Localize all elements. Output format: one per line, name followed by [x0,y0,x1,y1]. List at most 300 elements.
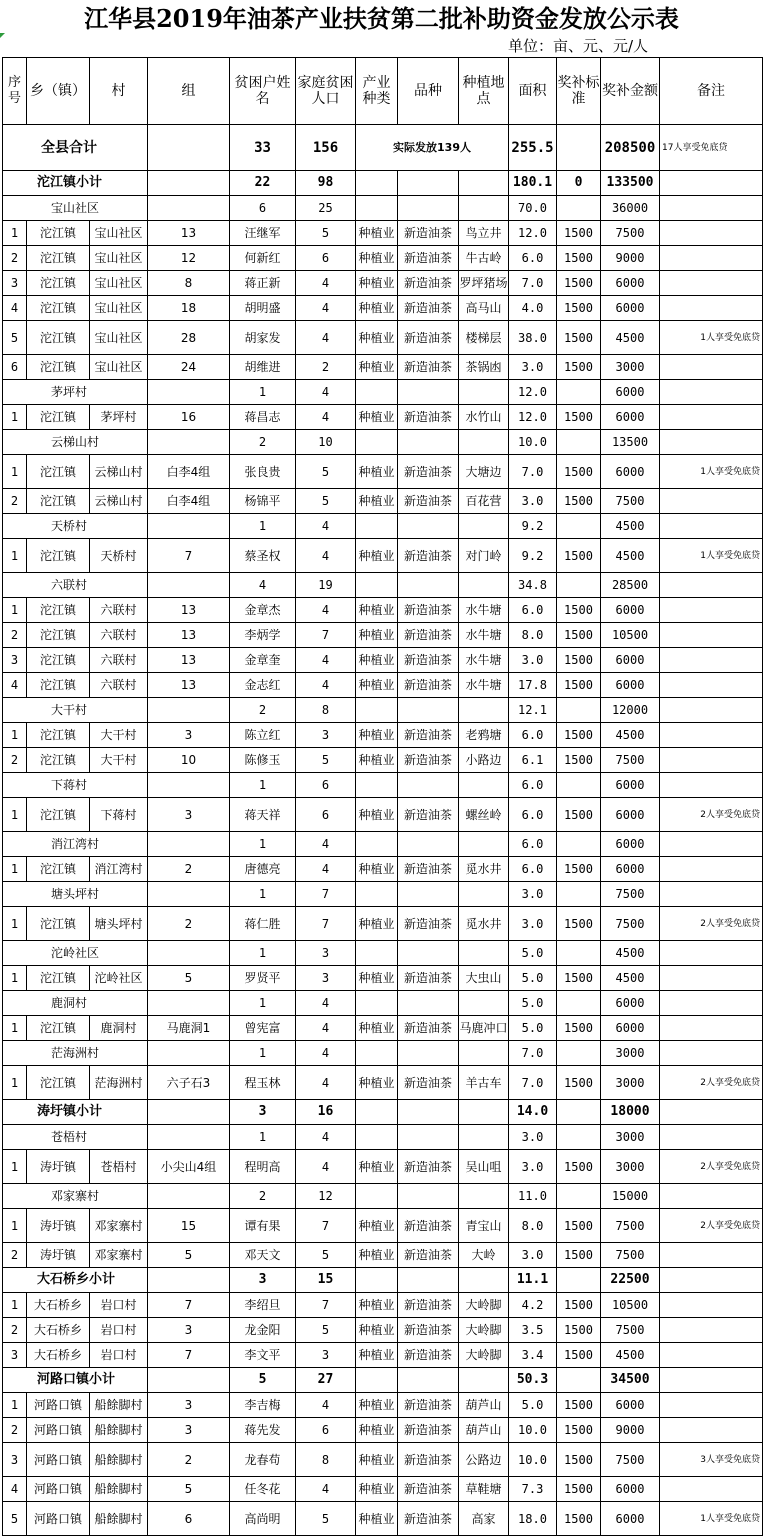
name-cell: 龙春苟 [230,1443,296,1477]
total-blank [148,125,230,171]
village-amount: 6000 [601,773,660,798]
location-cell: 草鞋塘 [459,1477,509,1502]
blank-cell [148,1125,230,1150]
variety-cell: 新造油茶 [398,1066,459,1100]
location-cell: 大虫山 [459,966,509,991]
total-remark: 17人享受免底贷 [660,125,763,171]
location-cell: 鸟立井 [459,221,509,246]
remark-cell [660,648,763,673]
village-people: 8 [296,698,356,723]
location-cell: 牛古岭 [459,246,509,271]
variety-cell: 新造油茶 [398,1293,459,1318]
area-cell: 6.0 [509,798,557,832]
location-cell: 马鹿冲口 [459,1016,509,1041]
standard-cell: 1500 [557,1477,601,1502]
group-cell: 3 [148,1418,230,1443]
subtotal-households: 5 [230,1368,296,1393]
standard-cell: 1500 [557,623,601,648]
industry-cell: 种植业 [356,966,398,991]
header-cell: 种植地点 [459,58,509,125]
blank-cell [459,991,509,1016]
variety-cell: 新造油茶 [398,271,459,296]
household-row [3,966,763,991]
industry-cell: 种植业 [356,1343,398,1368]
seq-cell: 3 [3,648,27,673]
people-cell: 5 [296,748,356,773]
group-cell: 白李4组 [148,489,230,514]
group-cell: 2 [148,907,230,941]
seq-cell: 1 [3,1293,27,1318]
household-row [3,539,763,573]
standard-cell: 1500 [557,271,601,296]
name-cell: 汪继军 [230,221,296,246]
blank-cell [459,380,509,405]
blank-cell [459,1368,509,1393]
blank-cell [398,380,459,405]
household-row [3,1016,763,1041]
variety-cell: 新造油茶 [398,1209,459,1243]
standard-cell: 1500 [557,221,601,246]
village-subtotal-row [3,573,763,598]
town-cell: 沱江镇 [27,455,90,489]
amount-cell: 6000 [601,271,660,296]
amount-cell: 6000 [601,798,660,832]
blank-cell [398,573,459,598]
blank-cell [557,773,601,798]
blank-cell [557,991,601,1016]
standard-cell: 1500 [557,1343,601,1368]
remark-cell [660,221,763,246]
blank-cell [398,1368,459,1393]
area-cell: 3.5 [509,1318,557,1343]
village-subtotal-row [3,773,763,798]
name-cell: 邓天文 [230,1243,296,1268]
area-cell: 7.0 [509,455,557,489]
town-subtotal-row [3,1268,763,1293]
blank-cell [557,1184,601,1209]
unit-label: 单位：亩、元、元/人 [508,37,649,55]
amount-cell: 3000 [601,355,660,380]
standard-cell: 1500 [557,1318,601,1343]
people-cell: 4 [296,673,356,698]
village-label: 云梯山村 [3,430,148,455]
blank-cell [459,1125,509,1150]
variety-cell: 新造油茶 [398,1477,459,1502]
village-households: 1 [230,1041,296,1066]
people-cell: 7 [296,1293,356,1318]
remark-cell [660,991,763,1016]
village-households: 1 [230,832,296,857]
village-subtotal-row [3,882,763,907]
variety-cell: 新造油茶 [398,1150,459,1184]
subtotal-standard: 0 [557,171,601,196]
remark-cell: 1人享受免底贷 [660,539,763,573]
village-area: 6.0 [509,773,557,798]
town-cell: 沱江镇 [27,723,90,748]
industry-cell: 种植业 [356,1318,398,1343]
blank-cell [148,941,230,966]
village-area: 34.8 [509,573,557,598]
village-cell: 岩口村 [90,1343,148,1368]
subtotal-amount: 22500 [601,1268,660,1293]
subtotal-label: 河路口镇小计 [3,1368,148,1393]
blank-cell [459,832,509,857]
variety-cell: 新造油茶 [398,673,459,698]
remark-cell: 1人享受免底贷 [660,455,763,489]
village-label: 沱岭社区 [3,941,148,966]
seq-cell: 1 [3,1066,27,1100]
variety-cell: 新造油茶 [398,648,459,673]
blank-cell [557,430,601,455]
county-total-row [3,125,763,171]
standard-cell: 1500 [557,966,601,991]
industry-cell: 种植业 [356,455,398,489]
industry-cell: 种植业 [356,723,398,748]
village-subtotal-row [3,698,763,723]
village-amount: 15000 [601,1184,660,1209]
town-subtotal-row [3,1100,763,1125]
town-cell: 沱江镇 [27,405,90,430]
remark-cell: 2人享受免底贷 [660,1066,763,1100]
standard-cell: 1500 [557,598,601,623]
blank-cell [398,196,459,221]
village-people: 4 [296,1125,356,1150]
location-cell: 青宝山 [459,1209,509,1243]
village-people: 3 [296,941,356,966]
remark-cell [660,489,763,514]
amount-cell: 6000 [601,405,660,430]
village-amount: 36000 [601,196,660,221]
amount-cell: 10500 [601,1293,660,1318]
industry-cell: 种植业 [356,539,398,573]
remark-cell [660,1243,763,1268]
people-cell: 3 [296,1343,356,1368]
blank-cell [459,698,509,723]
blank-cell [356,196,398,221]
village-amount: 4500 [601,941,660,966]
people-cell: 5 [296,489,356,514]
name-cell: 胡维进 [230,355,296,380]
village-cell: 六联村 [90,673,148,698]
blank-cell [148,1041,230,1066]
town-cell: 河路口镇 [27,1502,90,1536]
household-row [3,907,763,941]
amount-cell: 6000 [601,648,660,673]
standard-cell: 1500 [557,405,601,430]
seq-cell: 2 [3,623,27,648]
location-cell: 高马山 [459,296,509,321]
household-row [3,1209,763,1243]
village-cell: 岩口村 [90,1293,148,1318]
blank-cell [356,514,398,539]
area-cell: 7.3 [509,1477,557,1502]
standard-cell: 1500 [557,489,601,514]
area-cell: 8.0 [509,1209,557,1243]
variety-cell: 新造油茶 [398,296,459,321]
village-amount: 13500 [601,430,660,455]
variety-cell: 新造油茶 [398,539,459,573]
location-cell: 对门岭 [459,539,509,573]
town-cell: 河路口镇 [27,1393,90,1418]
blank-cell [356,832,398,857]
area-cell: 7.0 [509,1066,557,1100]
blank-cell [398,1100,459,1125]
standard-cell: 1500 [557,1150,601,1184]
blank-cell [398,773,459,798]
village-label: 大干村 [3,698,148,723]
name-cell: 李炳学 [230,623,296,648]
seq-cell: 2 [3,489,27,514]
group-cell: 5 [148,1477,230,1502]
village-area: 12.0 [509,380,557,405]
remark-cell [660,246,763,271]
industry-cell: 种植业 [356,271,398,296]
location-cell: 水牛塘 [459,623,509,648]
variety-cell: 新造油茶 [398,321,459,355]
people-cell: 3 [296,966,356,991]
village-households: 1 [230,882,296,907]
blank-cell [356,1184,398,1209]
amount-cell: 3000 [601,1150,660,1184]
village-people: 19 [296,573,356,598]
subtotal-households: 22 [230,171,296,196]
remark-cell [660,966,763,991]
village-subtotal-row [3,1184,763,1209]
amount-cell: 6000 [601,455,660,489]
household-row [3,1502,763,1536]
blank-cell [148,573,230,598]
industry-cell: 种植业 [356,748,398,773]
blank-cell [148,171,230,196]
remark-cell [660,514,763,539]
village-subtotal-row [3,380,763,405]
seq-cell: 1 [3,907,27,941]
people-cell: 5 [296,1502,356,1536]
household-row [3,748,763,773]
variety-cell: 新造油茶 [398,246,459,271]
industry-cell: 种植业 [356,673,398,698]
header-cell: 贫困户姓名 [230,58,296,125]
household-row [3,857,763,882]
header-cell: 序号 [3,58,27,125]
remark-cell [660,1418,763,1443]
name-cell: 李文平 [230,1343,296,1368]
remark-cell: 2人享受免底贷 [660,1150,763,1184]
village-cell: 邓家寨村 [90,1209,148,1243]
remark-cell [660,1268,763,1293]
village-cell: 下蒋村 [90,798,148,832]
blank-cell [459,430,509,455]
seq-cell: 1 [3,966,27,991]
town-cell: 沱江镇 [27,321,90,355]
group-cell: 13 [148,221,230,246]
amount-cell: 10500 [601,623,660,648]
group-cell: 2 [148,857,230,882]
industry-cell: 种植业 [356,296,398,321]
village-cell: 船餘脚村 [90,1393,148,1418]
blank-cell [459,196,509,221]
blank-cell [356,882,398,907]
standard-cell: 1500 [557,296,601,321]
blank-cell [356,1268,398,1293]
amount-cell: 9000 [601,246,660,271]
seq-cell: 1 [3,455,27,489]
village-amount: 28500 [601,573,660,598]
remark-cell [660,832,763,857]
household-row [3,1243,763,1268]
seq-cell: 2 [3,1318,27,1343]
subtotal-households: 3 [230,1100,296,1125]
town-cell: 沱江镇 [27,489,90,514]
location-cell: 水牛塘 [459,598,509,623]
village-cell: 船餘脚村 [90,1418,148,1443]
area-cell: 6.0 [509,723,557,748]
blank-cell [356,1041,398,1066]
area-cell: 4.2 [509,1293,557,1318]
group-cell: 10 [148,748,230,773]
header-row [3,58,763,125]
subtotal-area: 50.3 [509,1368,557,1393]
standard-cell: 1500 [557,648,601,673]
blank-cell [356,773,398,798]
name-cell: 蒋昌志 [230,405,296,430]
village-people: 4 [296,991,356,1016]
blank-cell [398,430,459,455]
total-area: 255.5 [509,125,557,171]
group-cell: 3 [148,798,230,832]
variety-cell: 新造油茶 [398,221,459,246]
seq-cell: 1 [3,221,27,246]
amount-cell: 4500 [601,723,660,748]
location-cell: 罗坪猪场 [459,271,509,296]
subtotal-amount: 133500 [601,171,660,196]
group-cell: 7 [148,1343,230,1368]
village-cell: 大干村 [90,723,148,748]
village-area: 12.1 [509,698,557,723]
amount-cell: 7500 [601,221,660,246]
blank-cell [148,882,230,907]
household-row [3,1293,763,1318]
standard-cell: 1500 [557,1293,601,1318]
total-amount: 208500 [601,125,660,171]
industry-cell: 种植业 [356,355,398,380]
blank-cell [398,1125,459,1150]
village-people: 10 [296,430,356,455]
group-cell: 24 [148,355,230,380]
seq-cell: 1 [3,1393,27,1418]
area-cell: 3.0 [509,355,557,380]
remark-cell [660,598,763,623]
people-cell: 5 [296,455,356,489]
village-area: 3.0 [509,882,557,907]
town-cell: 沱江镇 [27,271,90,296]
remark-cell: 2人享受免底贷 [660,907,763,941]
remark-cell [660,380,763,405]
people-cell: 4 [296,271,356,296]
remark-cell [660,1100,763,1125]
location-cell: 百花营 [459,489,509,514]
name-cell: 任冬花 [230,1477,296,1502]
village-cell: 船餘脚村 [90,1443,148,1477]
standard-cell: 1500 [557,1209,601,1243]
seq-cell: 1 [3,1016,27,1041]
village-cell: 宝山社区 [90,221,148,246]
household-row [3,1418,763,1443]
area-cell: 18.0 [509,1502,557,1536]
area-cell: 3.0 [509,1150,557,1184]
village-households: 1 [230,773,296,798]
village-households: 2 [230,1184,296,1209]
subtotal-label: 沱江镇小计 [3,171,148,196]
village-label: 鹿洞村 [3,991,148,1016]
remark-cell [660,1393,763,1418]
name-cell: 胡家发 [230,321,296,355]
industry-cell: 种植业 [356,221,398,246]
town-cell: 沱江镇 [27,966,90,991]
town-cell: 大石桥乡 [27,1343,90,1368]
village-amount: 6000 [601,832,660,857]
group-cell: 5 [148,1243,230,1268]
blank-cell [459,171,509,196]
location-cell: 觅水井 [459,857,509,882]
village-area: 10.0 [509,430,557,455]
town-cell: 沱江镇 [27,1066,90,1100]
amount-cell: 6000 [601,1016,660,1041]
subsidy-table [2,57,763,1536]
blank-cell [459,1100,509,1125]
blank-cell [356,991,398,1016]
group-cell: 3 [148,1393,230,1418]
seq-cell: 3 [3,271,27,296]
people-cell: 4 [296,1016,356,1041]
household-row [3,1443,763,1477]
household-row [3,623,763,648]
variety-cell: 新造油茶 [398,748,459,773]
header-cell: 备注 [660,58,763,125]
name-cell: 曾宪富 [230,1016,296,1041]
remark-cell [660,1368,763,1393]
household-row [3,798,763,832]
people-cell: 4 [296,296,356,321]
town-cell: 大石桥乡 [27,1293,90,1318]
name-cell: 金志红 [230,673,296,698]
amount-cell: 6000 [601,296,660,321]
name-cell: 李吉梅 [230,1393,296,1418]
group-cell: 13 [148,648,230,673]
location-cell: 公路边 [459,1443,509,1477]
seq-cell: 2 [3,246,27,271]
group-cell: 马鹿洞1 [148,1016,230,1041]
group-cell: 5 [148,966,230,991]
name-cell: 罗贤平 [230,966,296,991]
remark-cell [660,723,763,748]
blank-cell [557,1041,601,1066]
remark-cell [660,698,763,723]
header-cell: 奖补金额 [601,58,660,125]
group-cell: 13 [148,673,230,698]
village-subtotal-row [3,991,763,1016]
location-cell: 水竹山 [459,405,509,430]
village-label: 下蒋村 [3,773,148,798]
industry-cell: 种植业 [356,798,398,832]
subtotal-area: 14.0 [509,1100,557,1125]
town-cell: 沱江镇 [27,539,90,573]
amount-cell: 7500 [601,1209,660,1243]
household-row [3,673,763,698]
subtotal-people: 16 [296,1100,356,1125]
location-cell: 高家 [459,1502,509,1536]
household-row [3,355,763,380]
